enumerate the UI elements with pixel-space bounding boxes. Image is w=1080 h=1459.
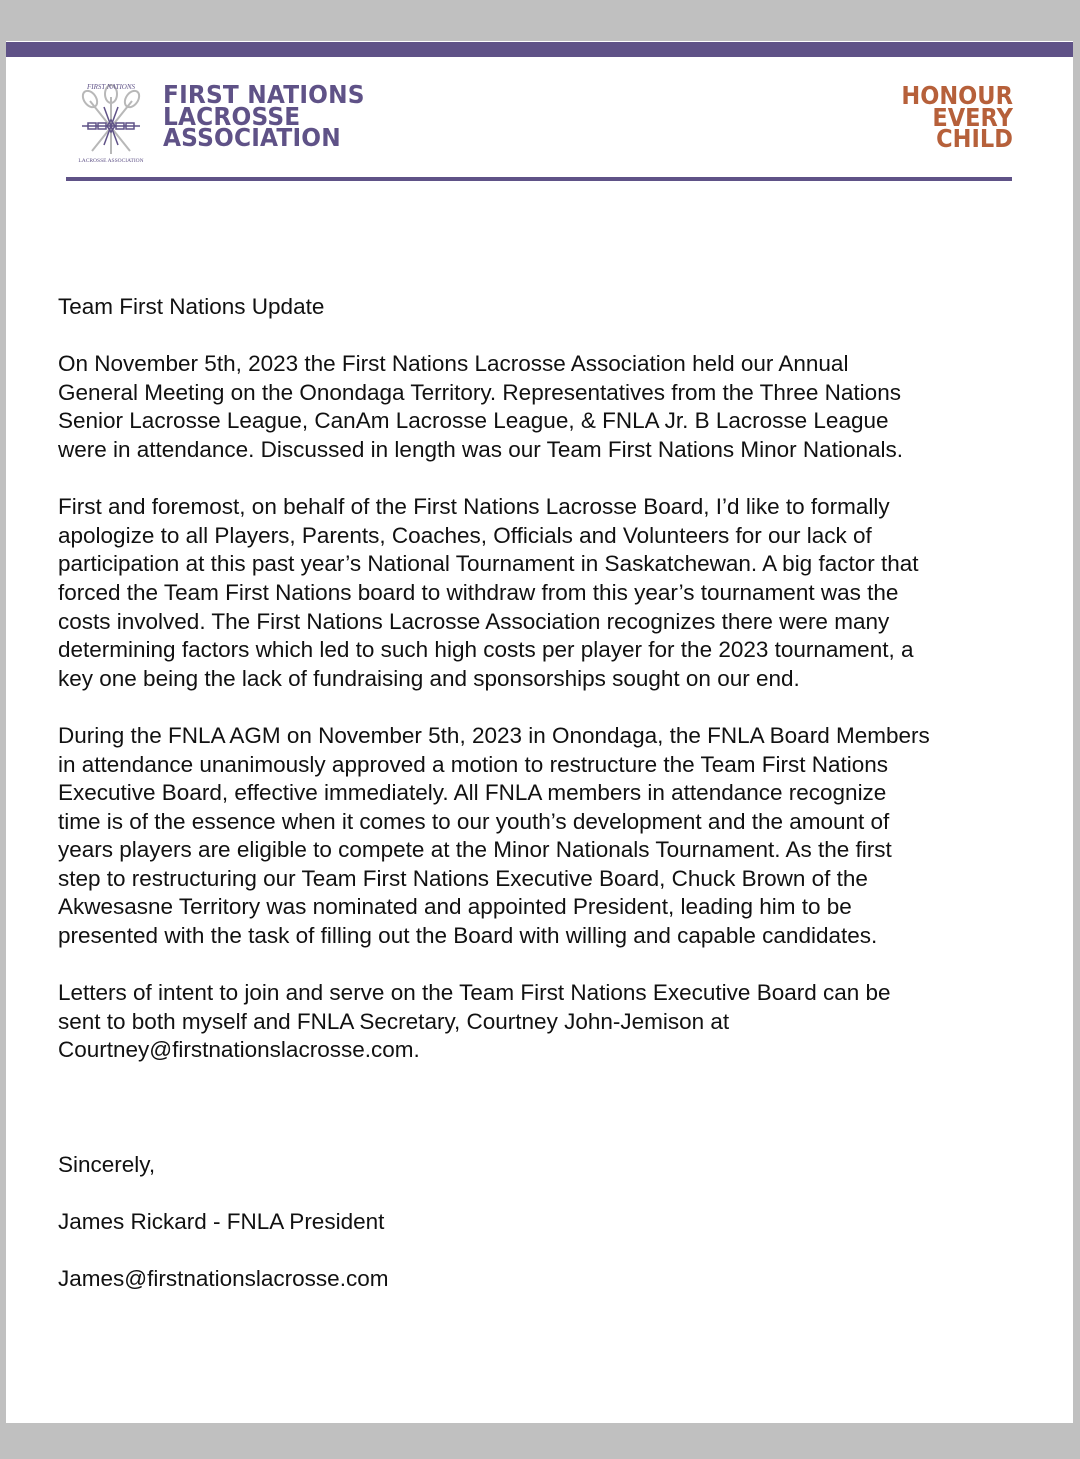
text-line: Letters of intent to join and serve on the Team First Nations Executive Board can be bbox=[58, 980, 891, 1006]
text-line: During the FNLA AGM on November 5th, 2023 in Onondaga, the FNLA Board Members bbox=[58, 722, 930, 748]
text-line: time is of the essence when it comes to our youth’s development and the amount of bbox=[58, 808, 890, 834]
paragraph-4 bbox=[58, 979, 1018, 1065]
signature: James Rickard - FNLA President bbox=[58, 1209, 385, 1234]
slogan-line-3: CHILD bbox=[936, 124, 1013, 153]
closing: Sincerely, bbox=[58, 1151, 156, 1177]
text-line: Senior Lacrosse League, CanAm Lacrosse League, & FNLA Jr. B Lacrosse League bbox=[58, 408, 889, 434]
paragraph-1 bbox=[58, 350, 1018, 464]
text-line: Akwesasne Territory was nominated and appointed President, leading him to be bbox=[58, 894, 852, 920]
text-line: sent to both myself and FNLA Secretary, Courtney John-Jemison at bbox=[58, 1008, 730, 1034]
text-line: costs involved. The First Nations Lacrosse Association recognizes there were many bbox=[58, 608, 890, 634]
text-line: On November 5th, 2023 the First Nations Lacrosse Association held our Annual bbox=[58, 351, 849, 377]
text-line: participation at this past year’s National Tournament in Saskatchewan. A big factor that bbox=[58, 551, 919, 577]
paragraph-2 bbox=[58, 493, 1018, 693]
svg-text:FIRST NATIONS: FIRST NATIONS bbox=[86, 83, 136, 91]
text-line: step to restructuring our Team First Nations Executive Board, Chuck Brown of the bbox=[58, 865, 868, 891]
header-divider bbox=[66, 177, 1012, 181]
text-line: presented with the task of filling out the Board with willing and capable candidates. bbox=[58, 923, 878, 949]
org-name-line-3: ASSOCIATION bbox=[163, 123, 341, 152]
fnla-logo-icon bbox=[68, 79, 154, 165]
text-line: forced the Team First Nations board to withdraw from this year’s tournament was the bbox=[58, 579, 899, 605]
paragraph-3 bbox=[58, 722, 1018, 951]
text-line: years players are eligible to compete at the Minor Nationals Tournament. As the first bbox=[58, 837, 892, 863]
organization-name bbox=[163, 80, 365, 152]
letter-title: Team First Nations Update bbox=[58, 294, 325, 319]
text-line: General Meeting on the Onondaga Territory. Representatives from the Three Nations bbox=[58, 379, 901, 405]
text-line: apologize to all Players, Parents, Coaches, Officials and Volunteers for our lack of bbox=[58, 522, 872, 548]
secretary-email[interactable]: Courtney@firstnationslacrosse.com. bbox=[58, 1037, 420, 1063]
signature-email[interactable]: James@firstnationslacrosse.com bbox=[58, 1266, 389, 1292]
text-line: determining factors which led to such high costs per player for the 2023 tournament, a bbox=[58, 637, 914, 663]
org-name-line-2: LACROSSE bbox=[163, 101, 301, 131]
org-name-line-1: FIRST NATIONS bbox=[163, 80, 365, 109]
text-line: in attendance unanimously approved a motion to restructure the Team First Nations bbox=[58, 751, 889, 777]
letter-page bbox=[6, 41, 1073, 1423]
text-line: key one being the lack of fundraising and sponsorships sought on our end. bbox=[58, 665, 800, 691]
honour-every-child-slogan bbox=[901, 81, 1013, 153]
top-brand-bar bbox=[6, 42, 1073, 57]
svg-text:LACROSSE ASSOCIATION: LACROSSE ASSOCIATION bbox=[78, 158, 144, 164]
slogan-line-2: EVERY bbox=[932, 102, 1013, 132]
text-line: were in attendance. Discussed in length was our Team First Nations Minor Nationals. bbox=[58, 436, 903, 462]
letter-body bbox=[58, 293, 1018, 1294]
slogan-line-1: HONOUR bbox=[901, 81, 1013, 110]
text-line: First and foremost, on behalf of the First Nations Lacrosse Board, I’d like to formally bbox=[58, 494, 890, 520]
text-line: Executive Board, effective immediately. All FNLA members in attendance recognize bbox=[58, 780, 887, 806]
